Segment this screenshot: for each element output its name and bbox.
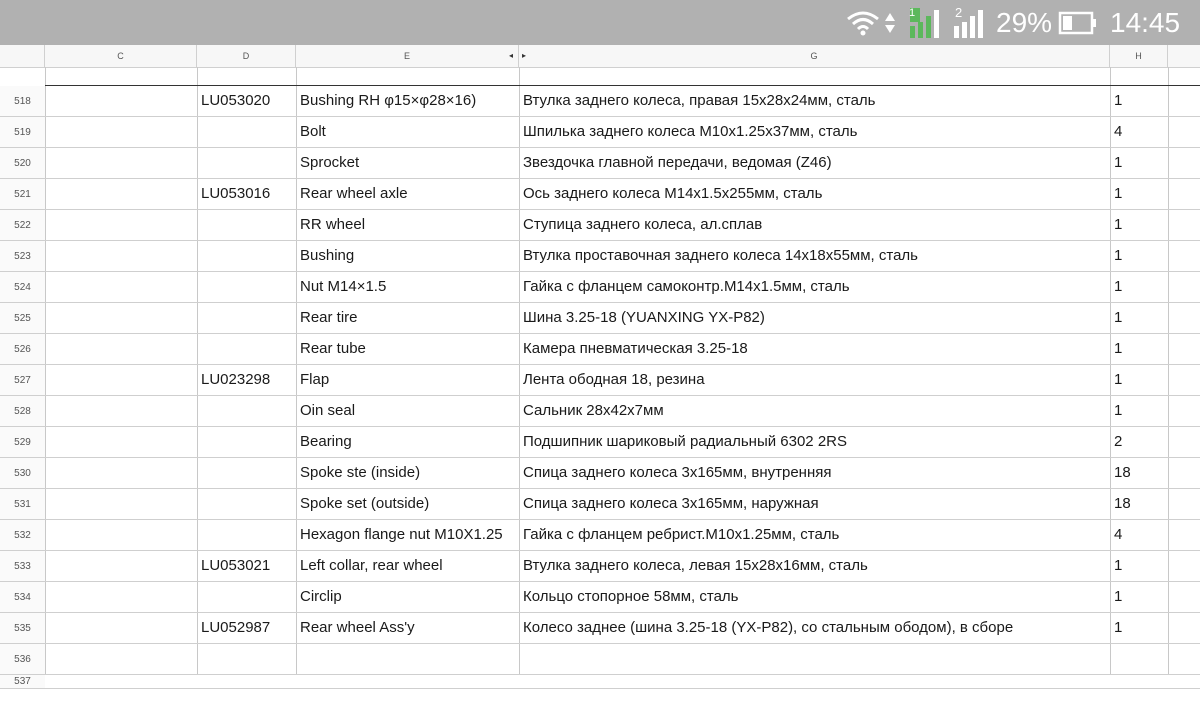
row-number[interactable]: 521 [0,179,45,209]
cell-e[interactable]: Flap [300,371,330,388]
cell-d[interactable]: LU053020 [201,92,271,109]
cell-g[interactable] [523,675,1108,705]
cell-e[interactable]: Rear tube [300,340,366,357]
cell-g[interactable]: Колесо заднее (шина 3.25-18 (YX-P82), со стальным ободом), в сборе [523,619,1014,636]
cell-e[interactable]: Spoke set (outside) [300,495,430,512]
row-number[interactable]: 535 [0,613,45,643]
table-row[interactable] [0,334,1200,365]
table-row[interactable] [0,365,1200,396]
table-row[interactable] [0,303,1200,334]
cell-g[interactable]: Ступица заднего колеса, ал.сплав [523,216,763,233]
cell-d[interactable] [201,489,293,519]
cell-g[interactable]: Спица заднего колеса 3х165мм, внутренняя [523,464,832,481]
cell-g[interactable] [523,644,1108,674]
table-row[interactable] [0,458,1200,489]
cell-e[interactable]: Bushing [300,247,355,264]
column-header-e[interactable]: E [296,45,519,67]
cell-g[interactable]: Гайка с фланцем самоконтр.М14х1.5мм, сталь [523,278,850,295]
cell-d[interactable] [201,210,293,240]
cell-g[interactable]: Втулка заднего колеса, левая 15х28х16мм, сталь [523,557,868,574]
cell-d[interactable]: LU023298 [201,371,271,388]
cell-e[interactable]: Left collar, rear wheel [300,557,443,574]
table-row[interactable] [0,520,1200,551]
cell-d[interactable] [201,520,293,550]
cell-h[interactable] [1114,644,1166,674]
table-row[interactable] [0,179,1200,210]
sim1-label: 1 [909,6,916,19]
cell-h[interactable]: 1 [1114,185,1123,202]
row-number[interactable]: 530 [0,458,45,488]
cell-d[interactable] [201,396,293,426]
cell-d[interactable] [201,334,293,364]
battery-percent: 29% [996,6,1053,38]
row-number[interactable]: 520 [0,148,45,178]
table-row[interactable] [0,241,1200,272]
table-row[interactable] [0,582,1200,613]
cell-e[interactable]: Bolt [300,123,326,140]
cell-g[interactable]: Втулка заднего колеса, правая 15х28х24мм, сталь [523,92,876,109]
status-bar [0,0,1200,45]
cell-d[interactable] [201,241,293,271]
row-number[interactable]: 522 [0,210,45,240]
cell-g[interactable]: Шпилька заднего колеса М10х1.25х37мм, сталь [523,123,858,140]
table-row[interactable] [0,396,1200,427]
cell-h[interactable]: 1 [1114,371,1123,388]
sim2-label: 2 [955,5,963,20]
cell-e[interactable]: Spoke ste (inside) [300,464,421,481]
cell-e[interactable]: Rear wheel Ass'y [300,619,415,636]
cell-d[interactable] [201,148,293,178]
cell-g[interactable]: Камера пневматическая 3.25-18 [523,340,748,357]
row-number[interactable]: 525 [0,303,45,333]
cell-g[interactable]: Спица заднего колеса 3х165мм, наружная [523,495,819,512]
table-row[interactable] [0,272,1200,303]
cell-h[interactable]: 1 [1114,309,1123,326]
cell-h[interactable]: 4 [1114,123,1123,140]
cell-h[interactable]: 1 [1114,340,1123,357]
data-arrows-icon [884,0,898,45]
cell-d[interactable] [201,458,293,488]
cell-h[interactable]: 1 [1114,588,1123,605]
row-number[interactable]: 524 [0,272,45,302]
cell-g[interactable]: Втулка проставочная заднего колеса 14х18х55мм, сталь [523,247,918,264]
table-row[interactable] [0,644,1200,675]
cell-e[interactable]: Bearing [300,433,352,450]
cell-d[interactable] [201,272,293,302]
table-row[interactable] [0,675,1200,689]
row-number[interactable]: 534 [0,582,45,612]
cell-h[interactable]: 18 [1114,495,1131,512]
cell-h[interactable]: 1 [1114,557,1123,574]
cell-e[interactable] [300,644,516,674]
table-row[interactable] [0,117,1200,148]
corner-cell[interactable] [0,45,45,67]
cell-h[interactable] [1114,675,1166,705]
row-number[interactable]: 537 [0,675,45,688]
row-number[interactable]: 523 [0,241,45,271]
cell-d[interactable] [201,675,293,705]
row-number[interactable]: 531 [0,489,45,519]
cell-d[interactable]: LU053021 [201,557,271,574]
cell-d[interactable] [201,303,293,333]
column-header-g[interactable]: G [519,45,1110,67]
table-row[interactable] [0,613,1200,644]
cell-h[interactable]: 1 [1114,154,1123,171]
wifi-icon [846,0,880,45]
table-row[interactable] [0,489,1200,520]
top-row-border [45,85,1200,86]
cell-d[interactable] [201,582,293,612]
cell-d[interactable] [201,427,293,457]
spreadsheet-grid[interactable] [0,45,1200,687]
row-number[interactable]: 526 [0,334,45,364]
cell-d[interactable]: LU053016 [201,185,271,202]
expand-right-icon[interactable]: ▸ [522,51,527,60]
cell-e[interactable]: RR wheel [300,216,366,233]
column-header-c[interactable]: C [45,45,197,67]
battery-icon [1058,0,1098,45]
table-row[interactable] [0,86,1200,117]
cell-h[interactable]: 18 [1114,464,1131,481]
column-header-bar [0,45,1200,68]
cell-e[interactable]: Circlip [300,588,342,605]
table-row[interactable] [0,210,1200,241]
cell-h[interactable]: 1 [1114,278,1123,295]
cell-e[interactable]: Hexagon flange nut M10X1.25 [300,526,503,543]
table-row[interactable] [0,148,1200,179]
cell-g[interactable]: Звездочка главной передачи, ведомая (Z46) [523,154,832,171]
row-number[interactable]: 536 [0,644,45,674]
column-header-h[interactable]: H [1110,45,1168,67]
cell-g[interactable]: Гайка с фланцем ребрист.М10х1.25мм, сталь [523,526,840,543]
row-number[interactable]: 533 [0,551,45,581]
table-row[interactable] [0,551,1200,582]
column-header-d[interactable]: D [197,45,296,67]
cell-e[interactable]: Bushing RH φ15×φ28×16) [300,92,477,109]
row-number[interactable]: 528 [0,396,45,426]
cell-d[interactable] [201,117,293,147]
table-row[interactable] [0,427,1200,458]
cell-g[interactable]: Подшипник шариковый радиальный 6302 2RS [523,433,847,450]
row-number[interactable]: 532 [0,520,45,550]
cell-g[interactable]: Ось заднего колеса М14х1.5х255мм, сталь [523,185,823,202]
cell-h[interactable]: 1 [1114,619,1123,636]
row-number[interactable]: 529 [0,427,45,457]
cell-g[interactable]: Сальник 28х42х7мм [523,402,664,419]
cell-h[interactable]: 1 [1114,402,1123,419]
row-number[interactable]: 527 [0,365,45,395]
cell-d[interactable] [201,644,293,674]
collapse-left-icon[interactable]: ◂ [509,51,514,60]
cell-h[interactable]: 2 [1114,433,1123,450]
cell-h[interactable]: 1 [1114,247,1123,264]
cell-h[interactable]: 4 [1114,526,1123,543]
cell-e[interactable] [300,675,516,705]
row-number[interactable]: 518 [0,86,45,116]
cell-e[interactable]: Sprocket [300,154,360,171]
cell-e[interactable]: Rear tire [300,309,358,326]
row-number[interactable]: 519 [0,117,45,147]
cell-e[interactable]: Rear wheel axle [300,185,408,202]
cell-h[interactable]: 1 [1114,216,1123,233]
cell-h[interactable]: 1 [1114,92,1123,109]
cell-g[interactable]: Шина 3.25-18 (YUANXING YX-P82) [523,309,765,326]
cell-d[interactable]: LU052987 [201,619,271,636]
clock: 14:45 [1110,6,1181,38]
cell-g[interactable]: Лента ободная 18, резина [523,371,705,388]
cell-e[interactable]: Nut M14×1.5 [300,278,387,295]
cell-e[interactable]: Oin seal [300,402,356,419]
cell-g[interactable]: Кольцо стопорное 58мм, сталь [523,588,739,605]
